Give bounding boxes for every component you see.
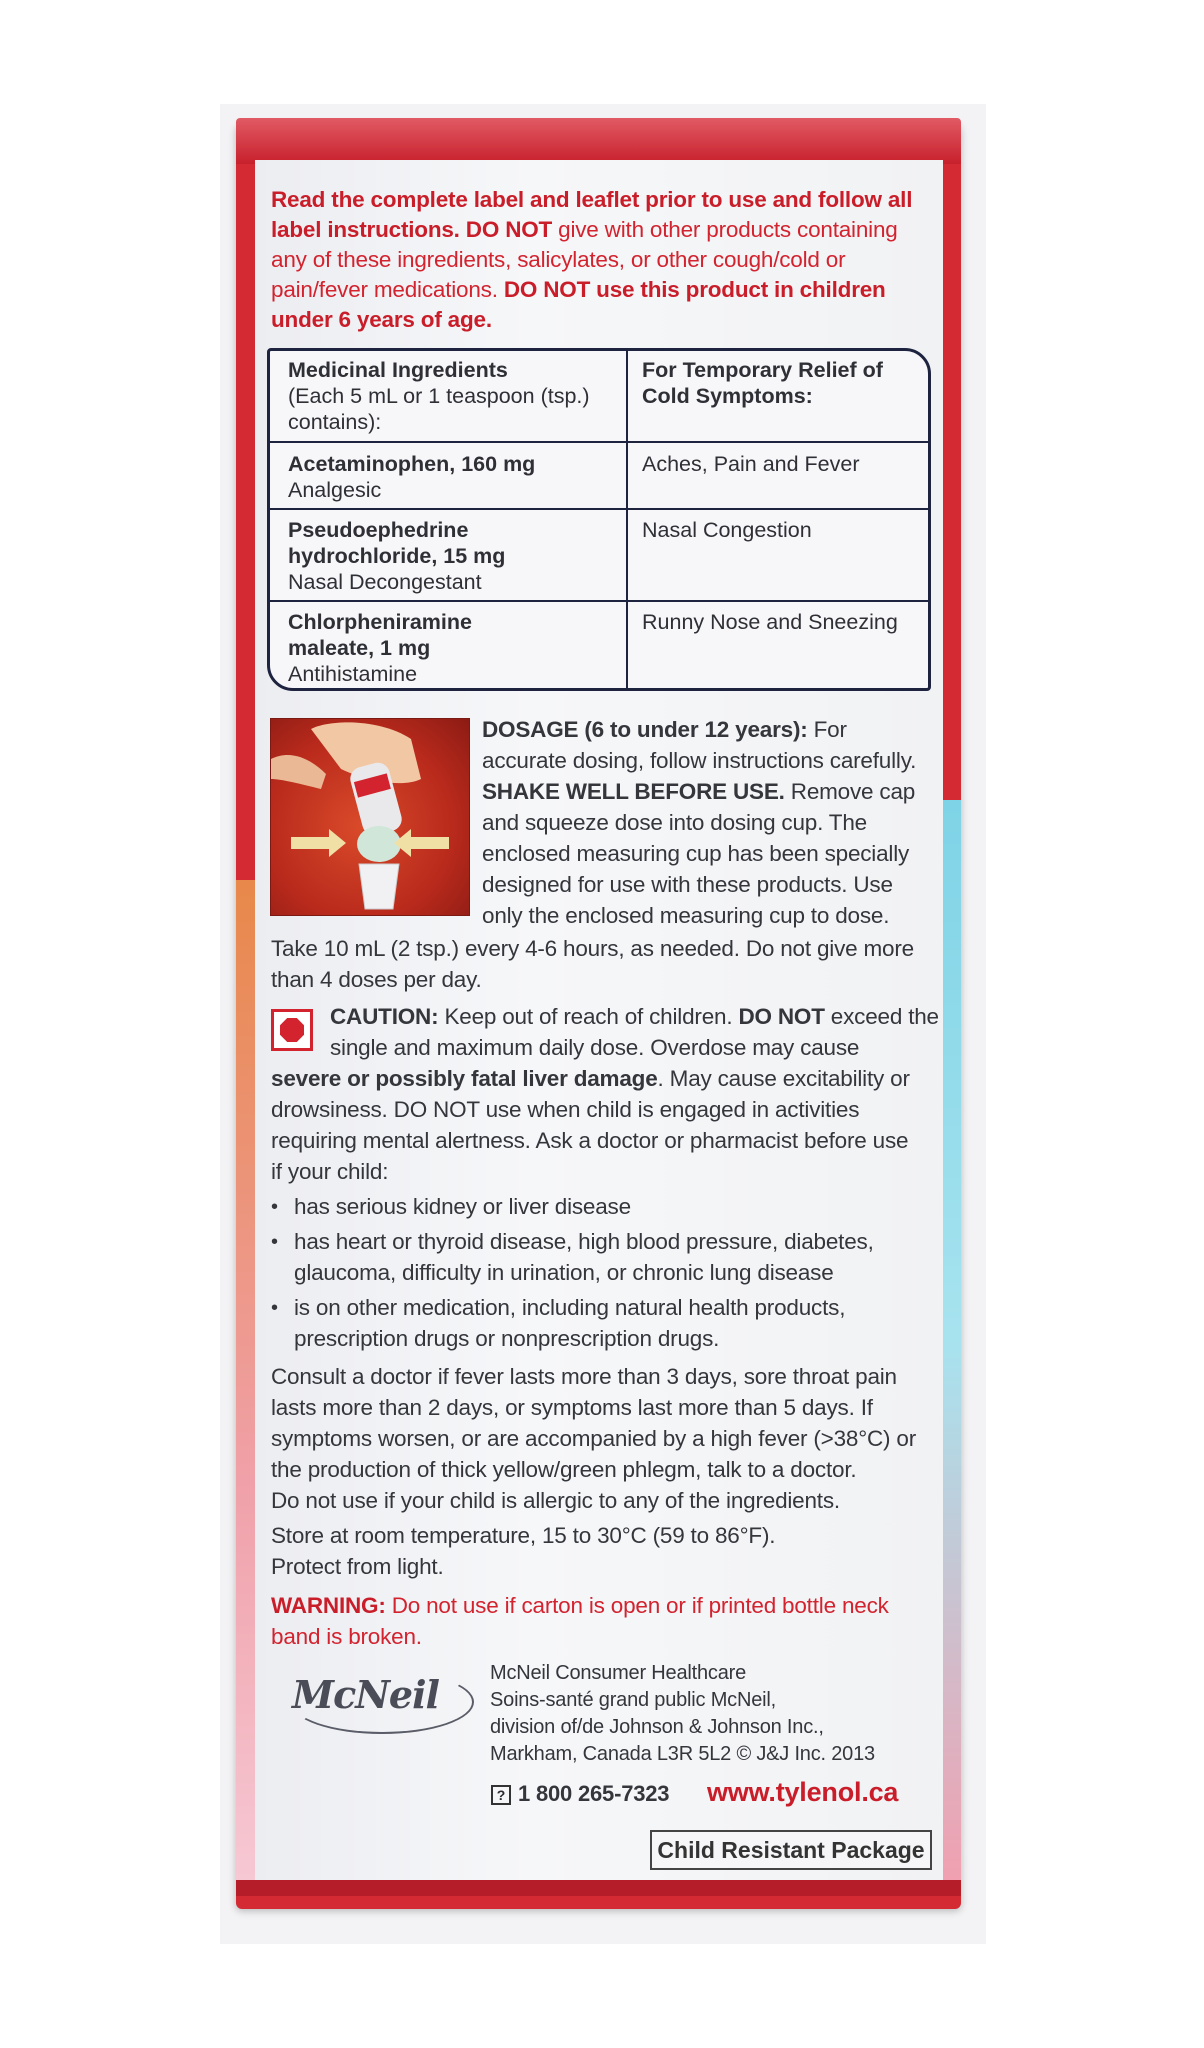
table-row-line — [270, 600, 928, 602]
dosing-illustration — [270, 718, 470, 916]
intro-line-4-rest: pain/fever medications. — [271, 277, 504, 302]
caution-line-6: if your child: — [271, 1159, 389, 1184]
table-row-line — [270, 508, 928, 510]
intro-line-1: Read the complete label and leaflet prior to use and follow all — [271, 187, 913, 212]
header-ingredients-note-2: contains): — [288, 410, 382, 434]
caution-line-1-mid: Keep out of reach of children. — [438, 1004, 739, 1029]
caution-line-4: drowsiness. DO NOT use when child is engaged in activities — [271, 1097, 860, 1122]
list-item-continued: prescription drugs or nonprescription drugs. — [294, 1326, 720, 1351]
carton-bottom-edge — [236, 1880, 961, 1896]
company-address: Markham, Canada L3R 5L2 © J&J Inc. 2013 — [490, 1743, 875, 1765]
intro-line-2-bold: label instructions. DO NOT — [271, 217, 553, 242]
ingredient-name-2: maleate, 1 mg — [288, 636, 431, 660]
ingredient-class: Antihistamine — [288, 662, 418, 686]
consult-line-5: Do not use if your child is allergic to any of the ingredients. — [271, 1488, 840, 1513]
caution-line-1-rest: exceed the — [824, 1004, 939, 1029]
storage-line: Store at room temperature, 15 to 30°C (59 to 86°F). — [271, 1523, 776, 1548]
dosing-cup-shape — [359, 864, 399, 909]
intro-line-3: any of these ingredients, salicylates, or other cough/cold or — [271, 247, 846, 272]
warning-line-1 — [271, 1591, 889, 1622]
caution-line-1 — [330, 1002, 939, 1033]
bullet-icon: • — [271, 1231, 278, 1253]
company-name: McNeil Consumer Healthcare — [490, 1662, 747, 1684]
intro-line-2-rest: give with other products containing — [552, 217, 898, 242]
phone-number: 1 800 265-7323 — [518, 1781, 670, 1806]
dosage-heading: DOSAGE (6 to under 12 years): — [482, 717, 808, 742]
list-item: has serious kidney or liver disease — [294, 1194, 631, 1219]
company-division: division of/de Johnson & Johnson Inc., — [490, 1716, 824, 1738]
company-name-fr: Soins-santé grand public McNeil, — [490, 1689, 776, 1711]
arrow-right-icon — [394, 829, 449, 857]
carton-right-edge-strip — [943, 800, 961, 1880]
list-item-continued: glaucoma, difficulty in urination, or chronic lung disease — [294, 1260, 834, 1285]
intro-line-4 — [271, 275, 886, 306]
warning-line-1-rest: Do not use if carton is open or if printed bottle neck — [385, 1593, 889, 1618]
dosage-line-3-rest: Remove cap — [784, 779, 916, 804]
ingredient-relief: Aches, Pain and Fever — [642, 452, 860, 476]
finger-shape — [271, 755, 326, 789]
consult-line-1: Consult a doctor if fever lasts more than 3 days, sore throat pain — [271, 1364, 897, 1389]
carton-top-edge — [236, 118, 961, 164]
header-relief-2: Cold Symptoms: — [642, 384, 813, 408]
bullet-icon: • — [271, 1297, 278, 1319]
liver-damage-warning: severe or possibly fatal liver damage — [271, 1066, 658, 1091]
dosage-line-1 — [482, 715, 847, 746]
ingredient-name: Chlorpheniramine — [288, 610, 472, 634]
header-ingredients-note: (Each 5 mL or 1 teaspoon (tsp.) — [288, 384, 590, 408]
caution-heading: CAUTION: — [330, 1004, 439, 1029]
stop-sign-icon — [271, 1009, 313, 1051]
table-divider — [626, 351, 628, 688]
child-resistant-badge: Child Resistant Package — [650, 1830, 932, 1870]
dosage-line-7: only the enclosed measuring cup to dose. — [482, 903, 890, 928]
ingredient-class: Analgesic — [288, 478, 382, 502]
intro-line-2 — [271, 215, 898, 246]
consult-line-4: the production of thick yellow/green phlegm, talk to a doctor. — [271, 1457, 857, 1482]
dosage-line-1-rest: For — [807, 717, 847, 742]
list-item: has heart or thyroid disease, high blood pressure, diabetes, — [294, 1229, 874, 1254]
list-item: is on other medication, including natural health products, — [294, 1295, 846, 1320]
dosage-line-5: enclosed measuring cup has been specially — [482, 841, 910, 866]
ingredient-name-2: hydrochloride, 15 mg — [288, 544, 506, 568]
stop-octagon — [280, 1018, 304, 1042]
protect-line: Protect from light. — [271, 1554, 444, 1579]
ingredients-table — [267, 348, 931, 691]
shake-well-text: SHAKE WELL BEFORE USE. — [482, 779, 785, 804]
caution-line-5: requiring mental alertness. Ask a doctor or pharmacist before use — [271, 1128, 909, 1153]
caution-line-2: single and maximum daily dose. Overdose may cause — [330, 1035, 860, 1060]
dosage-line-4: and squeeze dose into dosing cup. The — [482, 810, 867, 835]
caution-do-not: DO NOT — [738, 1004, 825, 1029]
consult-line-2: lasts more than 2 days, or symptoms last more than 5 days. If — [271, 1395, 873, 1420]
dosage-line-8: Take 10 mL (2 tsp.) every 4-6 hours, as needed. Do not give more — [271, 936, 914, 961]
website-link: www.tylenol.ca — [707, 1777, 899, 1807]
caution-line-3-rest: . May cause excitability or — [657, 1066, 910, 1091]
phone-help-icon: ? — [491, 1785, 511, 1805]
dosage-line-6: designed for use with these products. Use — [482, 872, 893, 897]
header-relief: For Temporary Relief of — [642, 358, 883, 382]
intro-line-4-bold: DO NOT use this product in children — [503, 277, 886, 302]
warning-heading: WARNING: — [271, 1593, 386, 1618]
bottle-squeeze-shape — [357, 826, 401, 862]
dosage-line-3 — [482, 777, 915, 808]
table-row-line — [270, 441, 928, 443]
dosage-line-2: accurate dosing, follow instructions carefully. — [482, 748, 917, 773]
bullet-icon: • — [271, 1196, 278, 1218]
mcneil-logo: McNeil — [292, 1672, 439, 1717]
dosing-illustration-graphic — [271, 719, 469, 915]
ingredient-relief: Runny Nose and Sneezing — [642, 610, 898, 634]
ingredient-class: Nasal Decongestant — [288, 570, 482, 594]
ingredient-name: Acetaminophen, 160 mg — [288, 452, 536, 476]
arrow-left-icon — [291, 829, 346, 857]
warning-line-2: band is broken. — [271, 1624, 422, 1649]
carton-left-edge-strip — [236, 880, 256, 1880]
dosage-line-9: than 4 doses per day. — [271, 967, 482, 992]
consult-line-3: symptoms worsen, or are accompanied by a high fever (>38°C) or — [271, 1426, 917, 1451]
ingredient-relief: Nasal Congestion — [642, 518, 812, 542]
header-ingredients: Medicinal Ingredients — [288, 358, 508, 382]
intro-line-5: under 6 years of age. — [271, 307, 492, 332]
caution-line-3 — [271, 1064, 910, 1095]
ingredient-name: Pseudoephedrine — [288, 518, 469, 542]
